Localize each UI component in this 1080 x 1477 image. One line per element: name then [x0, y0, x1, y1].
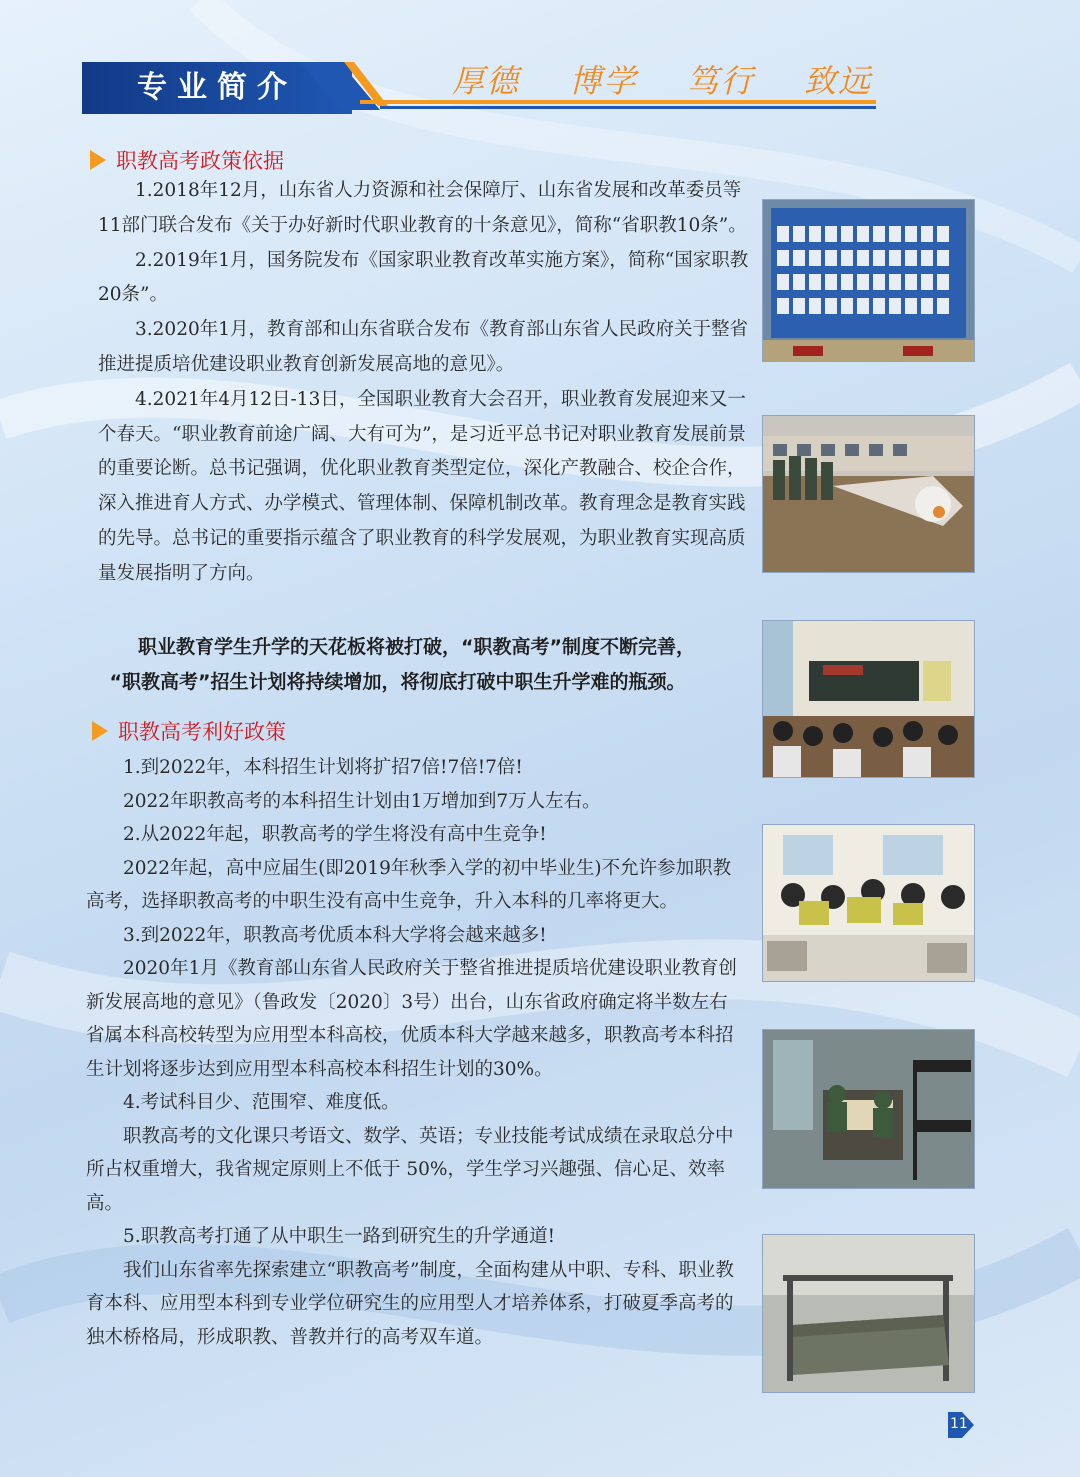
paragraph: 4.考试科目少、范围窄、难度低。	[123, 1092, 400, 1113]
section-heading-policy-basis	[90, 145, 284, 175]
highlight-line: 职业教育学生升学的天花板将被打破，“职教高考”制度不断完善，	[138, 636, 695, 658]
paragraph: 2.2019年1月，国务院发布《国家职业教育改革实施方案》，简称“国家职教20条”。	[98, 249, 749, 306]
paragraph: 5.职教高考打通了从中职生一路到研究生的升学通道!	[123, 1226, 556, 1247]
photo-dormitory-study	[762, 1029, 975, 1189]
paragraph: 1.2018年12月，山东省人力资源和社会保障厅、山东省发展和改革委员等11部门联合发布《关于办好新时代职业教育的十条意见》，简称“省职教10条”。	[98, 180, 747, 236]
header-slash-decoration	[300, 58, 390, 114]
photo-dormitory-bed	[762, 1234, 975, 1393]
motto	[452, 56, 872, 100]
paragraph: 职教高考的文化课只考语文、数学、英语；专业技能考试成绩在录取总分中所占权重增大，我省规定原则上不低于 50%，学生学习兴趣强、信心足、效率高。	[86, 1125, 734, 1214]
motto-word: 笃行	[686, 62, 755, 100]
section-heading-favorable-policy	[92, 716, 286, 746]
highlight-line: “职教高考”招生计划将持续增加，将彻底打破中职生升学难的瓶颈。	[109, 671, 686, 693]
paragraph: 我们山东省率先探索建立“职教高考”制度，全面构建从中职、专科、职业教育本科、应用型本科到专业学位研究生的应用型人才培养体系，打破夏季高考的独木桥格局，形成职教、普教并行的高考双车道。	[86, 1259, 734, 1348]
section1-body	[98, 174, 750, 592]
photo-students-reading	[762, 824, 975, 982]
motto-word: 厚德	[452, 62, 521, 100]
paragraph: 3.到2022年，职教高考优质本科大学将会越来越多!	[123, 924, 547, 946]
paragraph: 2020年1月《教育部山东省人民政府关于整省推进提质培优建设职业教育创新发展高地的意见》（鲁政发〔2020〕3号）出台，山东省政府确定将半数左右省属本科高校转型为应用型本科高校，优质本科大学越来越多，职教高考本科招生计划将逐步达到应用型本科高校本科招生计划的30%。	[86, 958, 737, 1080]
arrow-icon	[92, 721, 108, 741]
header-rule-blue	[380, 106, 876, 109]
paragraph: 3.2020年1月，教育部和山东省联合发布《教育部山东省人民政府关于整省推进提质培优建设职业教育创新发展高地的意见》。	[98, 319, 749, 375]
photo-bulletin-board	[762, 199, 975, 362]
section-heading-text: 职教高考利好政策	[118, 720, 286, 744]
header-rule-orange	[360, 100, 876, 104]
page-number	[946, 1410, 976, 1440]
photo-fire-drill	[762, 415, 975, 573]
paragraph: 4.2021年4月12日-13日，全国职业教育大会召开，职业教育发展迎来又一个春天。“职业教育前途广阔、大有可为”，是习近平总书记对职业教育发展前景的重要论断。总书记强调，优化职业教育类型定位，深化产教融合、校企合作，深入推进育人方式、办学模式、管理体制、保障机制改革。教育理念是教育实践的先导。总书记的重要指示蕴含了职业教育的科学发展观，为职业教育实现高质量发展指明了方向。	[98, 388, 746, 584]
motto-word: 博学	[569, 62, 638, 100]
motto-word: 致远	[803, 62, 872, 100]
paragraph: 1.到2022年，本科招生计划将扩招7倍!7倍!7倍!	[123, 757, 523, 778]
section2-body	[86, 751, 740, 1354]
page-number-text: 11	[950, 1416, 968, 1432]
paragraph: 2022年起，高中应届生(即2019年秋季入学的初中毕业生)不允许参加职教高考，选择职教高考的中职生没有高中生竞争，升入本科的几率将更大。	[86, 857, 732, 912]
photo-classroom-lecture	[762, 620, 975, 778]
paragraph: 2.从2022年起，职教高考的学生将没有高中生竞争!	[123, 824, 547, 845]
paragraph: 2022年职教高考的本科招生计划由1万增加到7万人左右。	[123, 790, 601, 812]
arrow-icon	[90, 150, 106, 170]
page-title: 专业简介	[137, 70, 297, 105]
highlight-statement	[100, 630, 750, 700]
section-heading-text: 职教高考政策依据	[116, 149, 284, 173]
